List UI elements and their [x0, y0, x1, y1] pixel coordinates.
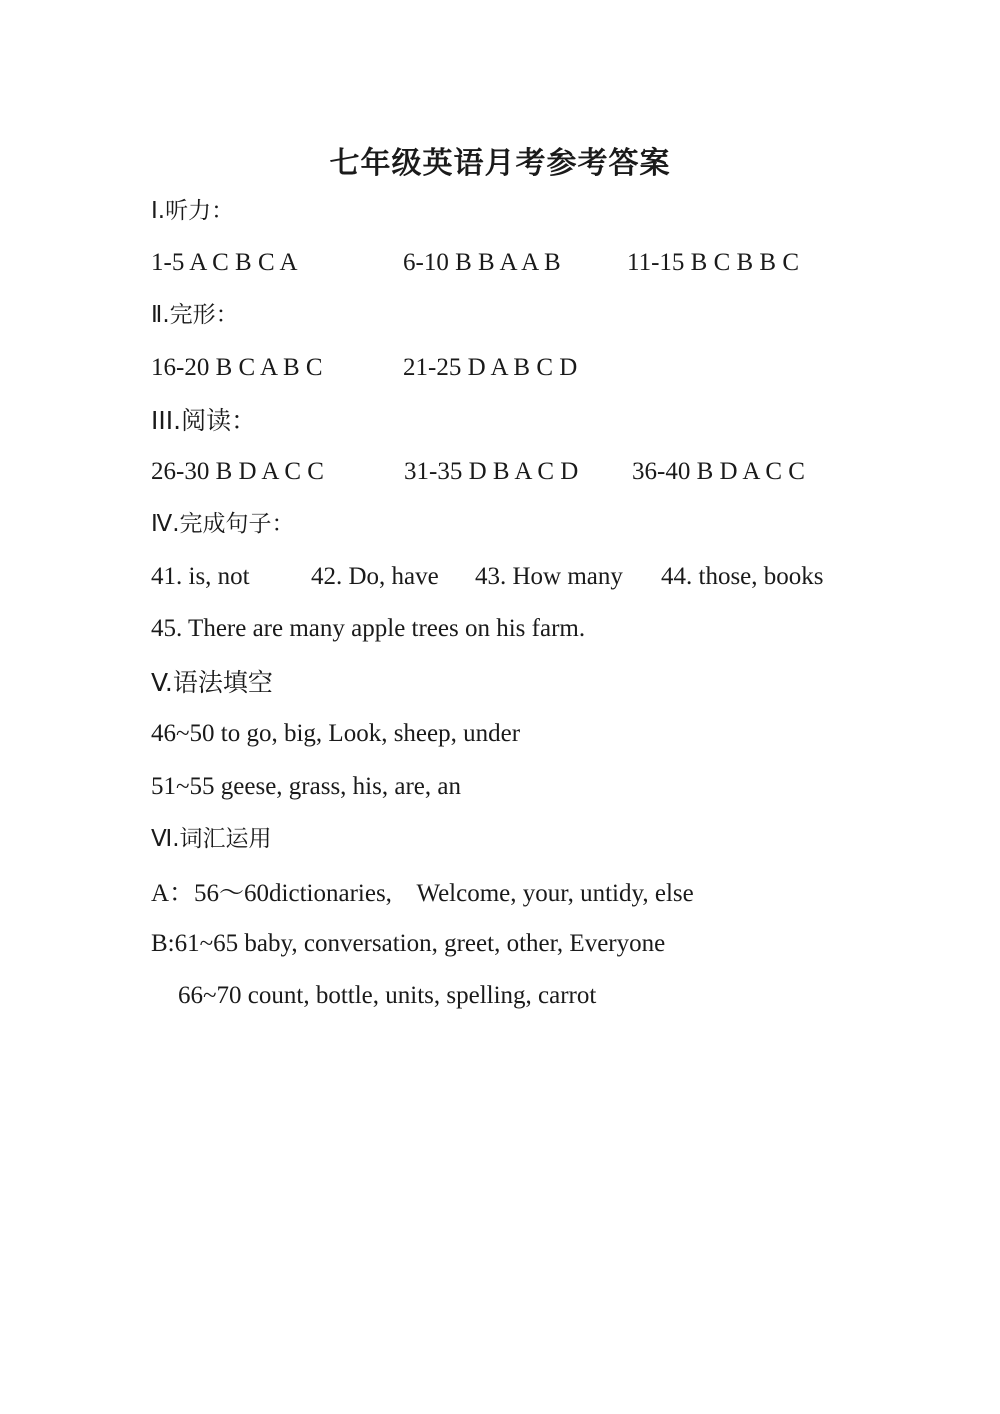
section-heading-sentences: Ⅳ.完成句子： — [151, 511, 295, 537]
answer-item: 43. How many — [475, 563, 623, 590]
answer-item: 42. Do, have — [311, 563, 439, 590]
answer-group: 11-15 B C B B C — [627, 249, 800, 276]
answer-45: 45. There are many apple trees on his farm. — [151, 615, 586, 642]
answers-row-grammar-2: 51~55 geese, grass, his, are, an — [151, 773, 461, 800]
answers-row-grammar-1: 46~50 to go, big, Look, sheep, under — [151, 720, 521, 747]
answer-group: 26-30 B D A C C — [151, 458, 324, 485]
answers-row-vocabulary-b2: 66~70 count, bottle, units, spelling, carrot — [178, 982, 597, 1009]
answer-group: 1-5 A C B C A — [151, 249, 298, 276]
answer-item: 41. is, not — [151, 563, 250, 590]
section-heading-listening: Ⅰ.听力： — [151, 198, 235, 224]
answer-group: 21-25 D A B C D — [403, 354, 578, 381]
section-heading-cloze: Ⅱ.完形： — [151, 302, 239, 328]
answer-item: 44. those, books — [661, 563, 824, 590]
page-title: 七年级英语月考参考答案 — [329, 146, 671, 181]
answers-row-vocabulary-a: A：56～60dictionaries, Welcome, your, untidy, else — [151, 880, 694, 907]
section-heading-reading: III.阅读： — [151, 406, 257, 435]
section-heading-grammar: V.语法填空 — [151, 668, 273, 697]
answer-group: 31-35 D B A C D — [404, 458, 579, 485]
answer-group: 6-10 B B A A B — [403, 249, 561, 276]
section-heading-vocabulary: Ⅵ.词汇运用 — [151, 826, 272, 852]
answer-group: 16-20 B C A B C — [151, 354, 323, 381]
answer-group: 36-40 B D A C C — [632, 458, 805, 485]
answers-row-vocabulary-b: B:61~65 baby, conversation, greet, other, Everyone — [151, 930, 666, 957]
